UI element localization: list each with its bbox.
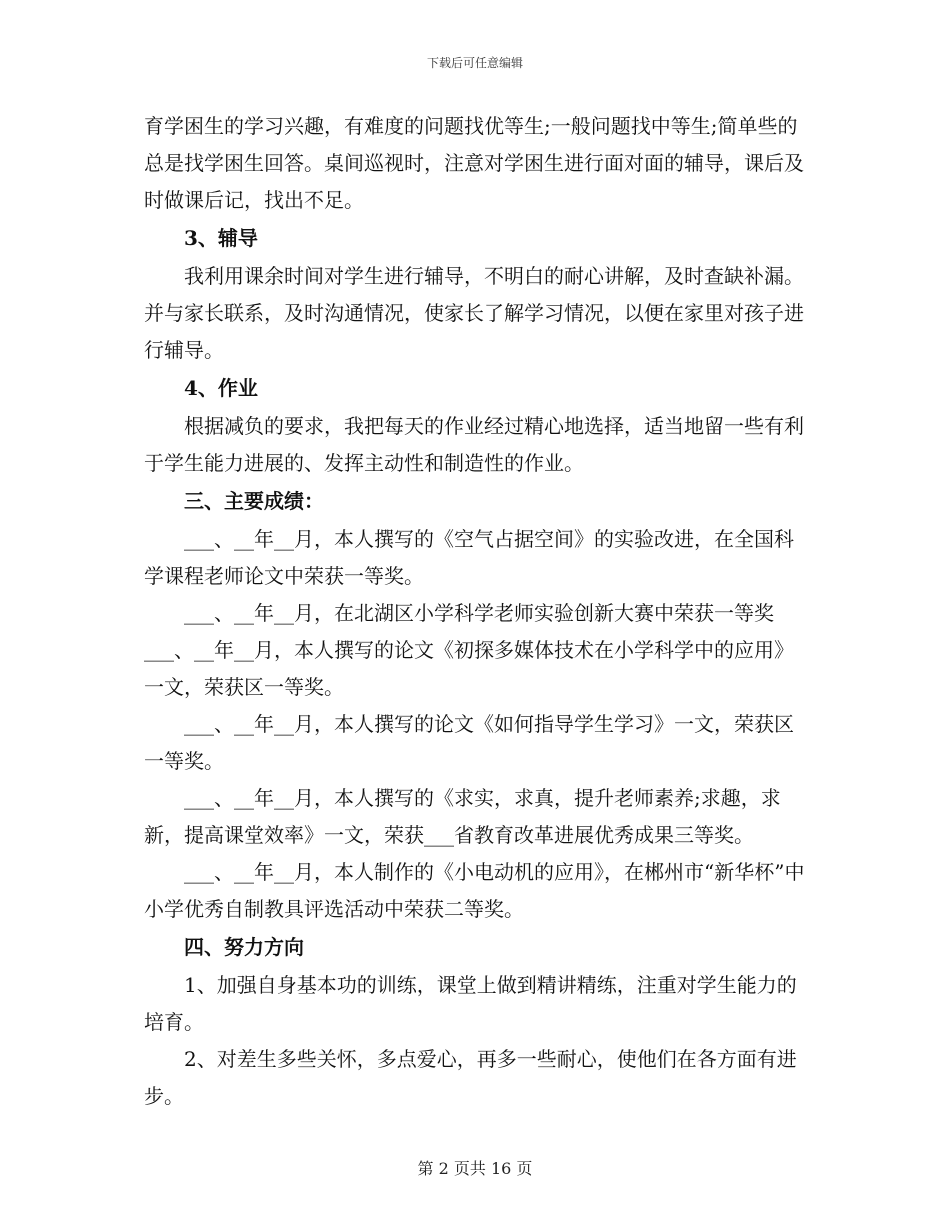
section-heading-homework: 4、作业: [184, 376, 258, 400]
result-item: ___、__年__月，本人撰写的论文《如何指导学生学习》一文，荣获区一等奖。: [144, 712, 794, 773]
direction-item: 1、加强自身基本功的训练，课堂上做到精讲精练，注重对学生能力的培育。: [144, 973, 797, 1034]
result-item: ___、__年__月，本人撰写的《空气占据空间》的实验改进，在全国科学课程老师论文中荣获一等奖。: [144, 527, 794, 588]
section-heading-tutoring: 3、辅导: [184, 226, 258, 250]
paragraph-continuation: 育学困生的学习兴趣，有难度的问题找优等生;一般问题找中等生;简单些的总是找学困生回答。桌间巡视时，注意对学困生进行面对面的辅导，课后及时做课后记，找出不足。: [144, 114, 804, 212]
direction-item: 2、对差生多些关怀，多点爱心，再多一些耐心，使他们在各方面有进步。: [144, 1047, 797, 1108]
paragraph-homework: 根据减负的要求，我把每天的作业经过精心地选择，适当地留一些有利于学生能力进展的、发挥主动性和制造性的作业。: [144, 414, 804, 475]
result-item: ___、__年__月，在北湖区小学科学老师实验创新大赛中荣获一等奖___、__年__月，本人撰写的论文《初探多媒体技术在小学科学中的应用》一文，荣获区一等奖。: [144, 601, 794, 699]
page-number: 第 2 页共 16 页: [417, 1159, 533, 1178]
result-item: ___、__年__月，本人撰写的《求实，求真，提升老师素养;求趣，求新，提高课堂效率》一文，荣获___省教育改革进展优秀成果三等奖。: [144, 786, 781, 847]
section-heading-direction: 四、努力方向: [184, 935, 304, 959]
header-note: 下载后可任意编辑: [426, 56, 523, 70]
document-body: [144, 108, 812, 1115]
paragraph-tutoring: 我利用课余时间对学生进行辅导，不明白的耐心讲解，及时查缺补漏。并与家长联系，及时沟通情况，使家长了解学习情况，以便在家里对孩子进行辅导。: [144, 264, 804, 362]
result-item: ___、__年__月，本人制作的《小电动机的应用》，在郴州市“新华杯”中小学优秀自制教具评选活动中荣获二等奖。: [144, 860, 805, 921]
section-heading-results: 三、主要成绩：: [184, 489, 324, 513]
